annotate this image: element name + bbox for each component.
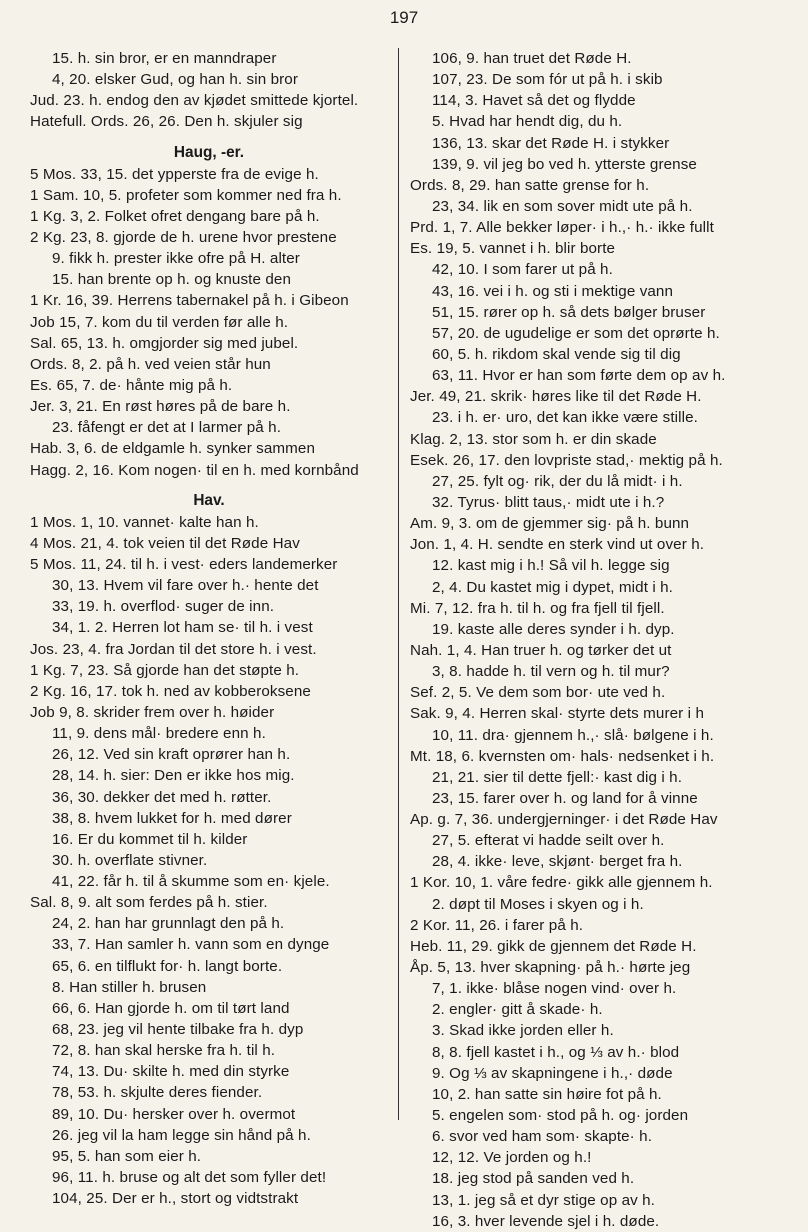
entry-line: 23, 15. farer over h. og land for å vinne — [432, 789, 698, 807]
entry-line: 2, 4. Du kastet mig i dypet, midt i h. — [432, 578, 673, 596]
entry-line: 107, 23. De som fór ut på h. i skib — [432, 71, 663, 89]
entry-block-hav-continued — [410, 48, 778, 1232]
entry-block-hav — [30, 512, 388, 1210]
entry-line: 10, 2. han satte sin høire fot på h. — [432, 1085, 662, 1103]
entry-line: 6. svor ved ham som· skapte· h. — [432, 1128, 653, 1146]
entry-line: 28, 4. ikke· leve, skjønt· berget fra h. — [432, 853, 683, 871]
entry-line: Åp. 5, 13. hver skapning· på h.· hørte jeg — [410, 959, 691, 977]
entry-line: 19. kaste alle deres synder i h. dyp. — [432, 620, 675, 638]
entry-line: Heb. 11, 29. gikk de gjennem det Røde H. — [410, 937, 697, 955]
column-divider — [398, 48, 399, 1120]
left-column — [30, 48, 388, 1209]
entry-line: Job 9, 8. skrider frem over h. høider — [30, 703, 275, 721]
entry-line: Es. 65, 7. de· hånte mig på h. — [30, 376, 233, 394]
entry-line: Sal. 8, 9. alt som ferdes på h. stier. — [30, 894, 268, 912]
entry-line: Hatefull. Ords. 26, 26. Den h. skjuler sig — [30, 113, 303, 131]
entry-line: 106, 9. han truet det Røde H. — [432, 50, 632, 67]
entry-line: 27, 25. fylt og· rik, der du lå midt· i h. — [432, 472, 683, 490]
entry-line: 1 Kor. 10, 1. våre fedre· gikk alle gjennem h. — [410, 874, 713, 892]
entry-line: Ap. g. 7, 36. undergjerninger· i det Røde Hav — [410, 811, 718, 829]
entry-line: 72, 8. han skal herske fra h. til h. — [52, 1042, 276, 1060]
entry-line: 139, 9. vil jeg bo ved h. ytterste grense — [432, 155, 697, 173]
entry-line: Nah. 1, 4. Han truer h. og tørker det ut — [410, 641, 672, 659]
entry-line: 5. Hvad har hendt dig, du h. — [432, 113, 623, 131]
entry-line: 33, 7. Han samler h. vann som en dynge — [52, 936, 330, 954]
entry-line: 24, 2. han har grunnlagt den på h. — [52, 915, 285, 933]
entry-line: 36, 30. dekker det med h. røtter. — [52, 788, 272, 806]
entry-line: Jer. 49, 21. skrik· høres like til det Røde H. — [410, 388, 702, 406]
entry-line: Jer. 3, 21. En røst høres på de bare h. — [30, 398, 291, 416]
entry-line: 8, 8. fjell kastet i h., og ⅓ av h.· blod — [432, 1043, 680, 1061]
entry-line: 51, 15. rører op h. så dets bølger bruser — [432, 303, 706, 321]
entry-line: 1 Kg. 7, 23. Så gjorde han det støpte h. — [30, 661, 300, 679]
entry-line: 26, 12. Ved sin kraft oprører han h. — [52, 746, 291, 764]
entry-line: 96, 11. h. bruse og alt det som fyller det! — [52, 1169, 327, 1187]
entry-line: 38, 8. hvem lukket for h. med dører — [52, 809, 292, 827]
entry-line: 10, 11. dra· gjennem h.,· slå· bølgene i h. — [432, 726, 714, 744]
entry-line: 23. i h. er· uro, det kan ikke være stille. — [432, 409, 698, 427]
entry-line: 30, 13. Hvem vil fare over h.· hente det — [52, 577, 319, 595]
entry-line: 9. fikk h. prester ikke ofre på H. alter — [52, 250, 300, 268]
entry-line: 11, 9. dens mål· bredere enn h. — [52, 725, 266, 743]
entry-line: 66, 6. Han gjorde h. om til tørt land — [52, 999, 290, 1017]
entry-line: Sef. 2, 5. Ve dem som bor· ute ved h. — [410, 684, 666, 702]
entry-line: 43, 16. vei i h. og sti i mektige vann — [432, 282, 674, 300]
entry-line: 27, 5. efterat vi hadde seilt over h. — [432, 832, 665, 850]
entry-line: 2 Kor. 11, 26. i farer på h. — [410, 916, 584, 934]
entry-line: 26. jeg vil la ham legge sin hånd på h. — [52, 1126, 311, 1144]
entry-line: Ords. 8, 2. på h. ved veien står hun — [30, 355, 271, 373]
entry-line: 33, 19. h. overflod· suger de inn. — [52, 598, 275, 616]
entry-line: 63, 11. Hvor er han som førte dem op av h. — [432, 367, 726, 385]
entry-line: 2. døpt til Moses i skyen og i h. — [432, 895, 644, 913]
entry-line: 16, 3. hver levende sjel i h. døde. — [432, 1212, 660, 1230]
entry-line: 15. han brente op h. og knuste den — [52, 271, 291, 289]
entry-line: 114, 3. Havet så det og flydde — [432, 92, 636, 110]
entry-line: 21, 21. sier til dette fjell:· kast dig i h. — [432, 768, 683, 786]
entry-line: 34, 1. 2. Herren lot ham se· til h. i vest — [52, 619, 313, 637]
entry-line: Hab. 3, 6. de eldgamle h. synker sammen — [30, 440, 316, 458]
entry-line: 18. jeg stod på sanden ved h. — [432, 1170, 635, 1188]
entry-line: 3. Skad ikke jorden eller h. — [432, 1022, 614, 1040]
page-number: 197 — [389, 8, 419, 27]
entry-line: 23. fåfengt er det at I larmer på h. — [52, 419, 282, 437]
entry-line: 74, 13. Du· skilte h. med din styrke — [52, 1063, 290, 1081]
entry-line: 3, 8. hadde h. til vern og h. til mur? — [432, 663, 670, 681]
entry-line: Mi. 7, 12. fra h. til h. og fra fjell til fjell. — [410, 599, 665, 617]
entry-line: 41, 22. får h. til å skumme som en· kjele. — [52, 873, 330, 891]
entry-line: Ords. 8, 29. han satte grense for h. — [410, 176, 650, 194]
entry-line: Hagg. 2, 16. Kom nogen· til en h. med kornbånd — [30, 461, 359, 479]
entry-line: 8. Han stiller h. brusen — [52, 978, 207, 996]
entry-line: 42, 10. I som farer ut på h. — [432, 261, 613, 279]
entry-line: 2 Kg. 16, 17. tok h. ned av kobberoksene — [30, 682, 311, 700]
entry-line: Mt. 18, 6. kvernsten om· hals· nedsenket i h. — [410, 747, 715, 765]
entry-line: 4 Mos. 21, 4. tok veien til det Røde Hav — [30, 534, 300, 552]
heading-hav: Hav. — [193, 491, 225, 509]
entry-line: Sal. 65, 13. h. omgjorder sig med jubel. — [30, 334, 299, 352]
entry-line: Prd. 1, 7. Alle bekker løper· i h.,· h.· ikke fullt — [410, 219, 714, 237]
entry-line: 2. engler· gitt å skade· h. — [432, 1001, 603, 1019]
entry-line: 1 Sam. 10, 5. profeter som kommer ned fra h. — [30, 186, 342, 204]
right-column — [410, 48, 778, 1232]
entry-line: 30. h. overflate stivner. — [52, 851, 208, 869]
entry-line: Am. 9, 3. om de gjemmer sig· på h. bunn — [410, 515, 690, 533]
heading-haug: Haug, -er. — [173, 143, 245, 161]
entry-line: Es. 19, 5. vannet i h. blir borte — [410, 240, 616, 258]
entry-line: 1 Mos. 1, 10. vannet· kalte han h. — [30, 513, 259, 531]
entry-line: Jud. 23. h. endog den av kjødet smittede kjortel. — [30, 92, 359, 110]
entry-line: 95, 5. han som eier h. — [52, 1147, 202, 1165]
entry-line: 5. engelen som· stod på h. og· jorden — [432, 1107, 689, 1125]
entry-line: 15. h. sin bror, er en manndraper — [52, 50, 277, 67]
entry-line: Job 15, 7. kom du til verden før alle h. — [30, 313, 289, 331]
entry-line: Jon. 1, 4. H. sendte en sterk vind ut over h. — [410, 536, 705, 554]
entry-line: 13, 1. jeg så et dyr stige op av h. — [432, 1191, 656, 1209]
entry-line: 65, 6. en tilflukt for· h. langt borte. — [52, 957, 283, 975]
entry-line: 23, 34. lik en som sover midt ute på h. — [432, 197, 693, 215]
entry-block-hat — [30, 48, 388, 133]
entry-line: 5 Mos. 33, 15. det ypperste fra de evige h. — [30, 165, 319, 183]
entry-line: 104, 25. Der er h., stort og vidtstrakt — [52, 1190, 299, 1208]
entry-line: Jos. 23, 4. fra Jordan til det store h. i vest. — [30, 640, 317, 658]
entry-line: 78, 53. h. skjulte deres fiender. — [52, 1084, 263, 1102]
entry-line: 57, 20. de ugudelige er som det oprørte h. — [432, 324, 720, 342]
entry-line: 28, 14. h. sier: Den er ikke hos mig. — [52, 767, 295, 785]
entry-line: 5 Mos. 11, 24. til h. i vest· eders landemerker — [30, 555, 338, 573]
entry-line: Klag. 2, 13. stor som h. er din skade — [410, 430, 657, 448]
entry-line: Sak. 9, 4. Herren skal· styrte dets murer i h — [410, 705, 705, 723]
entry-line: Esek. 26, 17. den lovpriste stad,· mektig på h. — [410, 451, 723, 469]
entry-block-haug — [30, 164, 388, 481]
entry-line: 89, 10. Du· hersker over h. overmot — [52, 1105, 296, 1123]
entry-line: 7, 1. ikke· blåse nogen vind· over h. — [432, 980, 677, 998]
entry-line: 136, 13. skar det Røde H. i stykker — [432, 134, 670, 152]
entry-line: 32. Tyrus· blitt taus,· midt ute i h.? — [432, 493, 665, 511]
entry-line: 9. Og ⅓ av skapningene i h.,· døde — [432, 1064, 673, 1082]
entry-line: 60, 5. h. rikdom skal vende sig til dig — [432, 345, 681, 363]
entry-line: 2 Kg. 23, 8. gjorde de h. urene hvor prestene — [30, 228, 337, 246]
entry-line: 68, 23. jeg vil hente tilbake fra h. dyp — [52, 1021, 304, 1039]
entry-line: 4, 20. elsker Gud, og han h. sin bror — [52, 71, 298, 89]
entry-line: 16. Er du kommet til h. kilder — [52, 830, 248, 848]
entry-line: 1 Kg. 3, 2. Folket ofret dengang bare på h. — [30, 207, 320, 225]
entry-line: 1 Kr. 16, 39. Herrens tabernakel på h. i Gibeon — [30, 292, 349, 310]
entry-line: 12, 12. Ve jorden og h.! — [432, 1149, 592, 1167]
entry-line: 12. kast mig i h.! Så vil h. legge sig — [432, 557, 670, 575]
